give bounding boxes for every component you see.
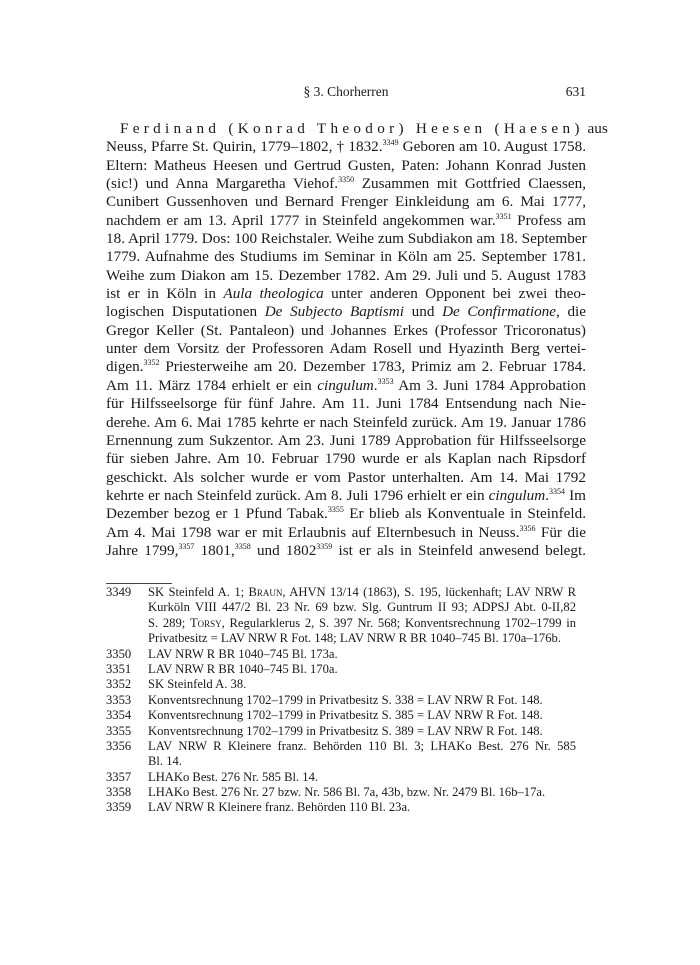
footnote-number: 3353	[106, 692, 132, 707]
text-line	[106, 432, 586, 450]
text-line	[106, 230, 586, 248]
text-segment: ist er in Köln in	[106, 285, 224, 303]
footnote	[106, 708, 576, 723]
text-segment: LAV NRW R BR 1040–745 Bl. 170a.	[148, 661, 338, 676]
footnote-reference[interactable]: 3349	[382, 138, 399, 148]
text-segment: aus	[583, 120, 608, 137]
text-segment: Bl. 14.	[148, 754, 182, 769]
text-segment: Ferdinand (Konrad Theodor) Heesen (Haesen)	[120, 120, 584, 137]
text-line	[106, 322, 586, 340]
italic-text: De Subjecto Baptismi	[264, 303, 404, 321]
italic-text: cingulum	[317, 376, 374, 394]
text-segment: , AHVN 13/14 (1863), S. 195, lückenhaft; LAV NRW R	[282, 585, 576, 599]
running-title: § 3. Chorherren	[303, 84, 389, 99]
text-segment: , Regularklerus 2, S. 397 Nr. 568; Konventsrechnung 1702–1799 in	[221, 615, 576, 630]
footnote	[106, 739, 576, 770]
footnote-number: 3350	[106, 646, 132, 661]
footnote-reference[interactable]: 3357	[178, 541, 195, 551]
text-segment: Konventsrechnung 1702–1799 in Privatbesitz S. 338 = LAV NRW R Fot. 148.	[148, 692, 543, 707]
text-line	[106, 450, 586, 468]
footnote	[106, 770, 576, 785]
text-segment: und	[404, 303, 443, 321]
text-segment: Zusammen mit Gottfried Claessen,	[354, 175, 586, 193]
text-segment: Im	[565, 486, 586, 504]
text-segment: Braun	[248, 585, 283, 599]
text-segment: LHAKo Best. 276 Nr. 585 Bl. 14.	[148, 769, 319, 784]
text-segment: kehrte er nach Steinfeld zurück. Am 8. Juli 1796 erhielt er ein	[106, 486, 489, 504]
footnote-reference[interactable]: 3359	[316, 541, 333, 551]
text-segment: Jahre 1799,	[106, 541, 179, 559]
text-segment: Geboren am 10. August 1758.	[398, 138, 586, 156]
page-header	[106, 84, 586, 102]
footnote-line	[148, 677, 576, 692]
footnote	[106, 662, 576, 677]
text-segment: SK Steinfeld A. 1;	[148, 585, 249, 599]
text-segment: Torsy	[189, 615, 222, 630]
footnote-line	[148, 647, 576, 662]
text-segment: Am 3. Juni 1784 Approbation	[393, 376, 586, 394]
footnote-line	[148, 600, 576, 615]
text-segment: Dezember bezog er 1 Pfund Tabak.	[106, 505, 328, 523]
footnote-line	[148, 693, 576, 708]
text-segment: nachdem er am 13. April 1777 in Steinfeld angekommen war.	[106, 211, 496, 229]
text-segment: Profess am	[511, 211, 586, 229]
footnote-number: 3359	[106, 800, 132, 815]
footnote-reference[interactable]: 3350	[338, 175, 355, 185]
text-segment: LAV NRW R Kleinere franz. Behörden 110 Bl. 23a.	[148, 800, 411, 815]
footnote-line	[148, 662, 576, 677]
italic-text: De Confirmatione	[442, 303, 557, 321]
footnote-reference[interactable]: 3358	[234, 541, 251, 551]
page-number: 631	[565, 84, 586, 99]
text-line	[106, 138, 586, 156]
footnote-line	[148, 754, 576, 769]
footnote-reference[interactable]: 3351	[495, 211, 512, 221]
footnote	[106, 724, 576, 739]
text-line	[106, 248, 586, 266]
text-line	[106, 120, 608, 138]
text-segment: Er blieb als Konventuale in Steinfeld.	[343, 505, 586, 523]
footnote-number: 3352	[106, 677, 132, 692]
text-segment: LAV NRW R BR 1040–745 Bl. 173a.	[148, 646, 338, 661]
text-segment: für Hilfsseelsorge für fünf Jahre. Am 11. Juni 1784 Entsendung nach Nie-	[106, 395, 586, 413]
text-segment: LHAKo Best. 276 Nr. 27 bzw. Nr. 586 Bl. 7a, 43b, bzw. Nr. 2479 Bl. 16b–17a.	[148, 785, 546, 800]
text-line	[106, 414, 586, 432]
text-segment: derehe. Am 6. Mai 1785 kehrte er nach Steinfeld zurück. Am 19. Januar 1786	[106, 413, 586, 431]
text-segment: 1779. Aufnahme des Studiums im Seminar in Köln am 25. September 1781.	[106, 248, 586, 266]
text-line	[106, 395, 586, 413]
text-segment: geschickt. Als solcher wurde er vom Pastor unterhalten. Am 14. Mai 1792	[106, 468, 586, 486]
footnote-number: 3354	[106, 708, 132, 723]
text-segment: Weihe zum Diakon am 15. Dezember 1782. Am 29. Juli und 5. August 1783	[106, 266, 586, 284]
footnote-number: 3351	[106, 661, 132, 676]
text-segment: unter anderen Opponent bei zwei theo-	[323, 285, 586, 303]
footnote-number: 3355	[106, 723, 132, 738]
text-line	[106, 487, 586, 505]
footnote-number: 3358	[106, 785, 132, 800]
text-segment: Konventsrechnung 1702–1799 in Privatbesitz S. 389 = LAV NRW R Fot. 148.	[148, 723, 543, 738]
footnote-reference[interactable]: 3352	[143, 358, 160, 368]
text-line	[106, 157, 586, 175]
text-line	[106, 340, 586, 358]
text-segment: (sic!) und Anna Margaretha Viehof.	[106, 175, 339, 193]
text-segment: logischen Disputationen	[106, 303, 265, 321]
text-segment: 1801,	[194, 541, 235, 559]
footnote-line	[148, 708, 576, 723]
footnote	[106, 585, 576, 647]
footnote-reference[interactable]: 3356	[519, 523, 536, 533]
footnote-separator	[106, 583, 172, 584]
text-line	[106, 505, 586, 523]
text-line	[106, 303, 586, 321]
text-line	[106, 285, 586, 303]
text-segment: Eltern: Matheus Heesen und Gertrud Gusten, Paten: Johann Konrad Justen	[106, 156, 586, 174]
text-line	[106, 212, 586, 230]
footnote	[106, 693, 576, 708]
text-segment: SK Steinfeld A. 38.	[148, 677, 247, 692]
text-segment: Priesterweihe am 20. Dezember 1783, Primiz am 2. Februar 1784.	[159, 358, 586, 376]
text-segment: .	[373, 376, 378, 394]
footnote-line	[148, 616, 576, 631]
footnote-number: 3349	[106, 585, 132, 599]
footnote-number: 3357	[106, 769, 132, 784]
italic-text: Aula theologica	[223, 285, 324, 303]
text-segment: Gregor Keller (St. Pantaleon) und Johannes Erkes (Professor Tricoronatus)	[106, 321, 586, 339]
text-segment: ist er als in Steinfeld anwesend belegt.	[332, 541, 587, 559]
text-line	[106, 469, 586, 487]
text-line	[106, 267, 586, 285]
footnote-line	[148, 631, 576, 646]
text-line	[106, 175, 586, 193]
main-text	[106, 120, 608, 560]
text-segment: Cunibert Gussenhoven und Bernard Frenger Einkleidung am 6. Mai 1777,	[106, 193, 586, 211]
text-line	[106, 542, 586, 560]
footnote	[106, 647, 576, 662]
text-segment: .	[545, 486, 549, 504]
footnote	[106, 800, 576, 815]
footnote-reference[interactable]: 3354	[549, 486, 565, 496]
footnote-number: 3356	[106, 738, 132, 753]
text-segment: LAV NRW R Kleinere franz. Behörden 110 Bl. 3; LHAKo Best. 276 Nr. 585	[148, 738, 576, 753]
text-segment: Neuss, Pfarre St. Quirin, 1779–1802, † 1832.	[106, 138, 383, 156]
footnote-line	[148, 739, 576, 754]
footnote	[106, 785, 576, 800]
text-segment: unter dem Vorsitz der Professoren Adam Rosell und Hyazinth Berg vertei-	[106, 340, 586, 358]
text-segment: Kurköln VIII 447/2 Bl. 23 Nr. 69 bzw. Slg. Guntrum II 93; ADPSJ Abt. 0-II,82	[148, 600, 576, 615]
text-segment: digen.	[106, 358, 144, 376]
text-segment: 18. April 1779. Dos: 100 Reichstaler. Weihe zum Subdiakon am 18. September	[106, 230, 587, 248]
text-segment: und 1802	[250, 541, 317, 559]
text-segment: Für die	[535, 523, 586, 541]
footnote-reference[interactable]: 3355	[327, 505, 344, 515]
footnote-line	[148, 724, 576, 739]
text-segment: Konventsrechnung 1702–1799 in Privatbesitz S. 385 = LAV NRW R Fot. 148.	[148, 708, 543, 723]
footnote-line	[148, 770, 576, 785]
text-line	[106, 193, 586, 211]
footnote	[106, 677, 576, 692]
footnote-line	[148, 585, 576, 600]
text-line	[106, 358, 586, 376]
footnote-line	[148, 800, 576, 815]
text-segment: Am 4. Mai 1798 war er mit Erlaubnis auf Elternbesuch in Neuss.	[106, 523, 520, 541]
text-segment: Privatbesitz = LAV NRW R Fot. 148; LAV NRW R BR 1040–745 Bl. 170a–176b.	[148, 631, 561, 646]
footnote-reference[interactable]: 3353	[377, 376, 394, 386]
italic-text: cingulum	[488, 486, 546, 504]
text-segment: für sieben Jahre. Am 10. Februar 1790 wurde er als Kaplan nach Ripsdorf	[106, 450, 586, 468]
text-segment: Ernennung zum Sukzentor. Am 23. Juni 1789 Approbation für Hilfsseelsorge	[106, 431, 586, 449]
footnotes	[106, 585, 576, 816]
text-segment: , die	[556, 303, 587, 321]
text-line	[106, 377, 586, 395]
footnote-line	[148, 785, 576, 800]
text-segment: Am 11. März 1784 erhielt er ein	[106, 376, 318, 394]
text-segment: S. 289;	[148, 615, 190, 630]
text-line	[106, 524, 586, 542]
